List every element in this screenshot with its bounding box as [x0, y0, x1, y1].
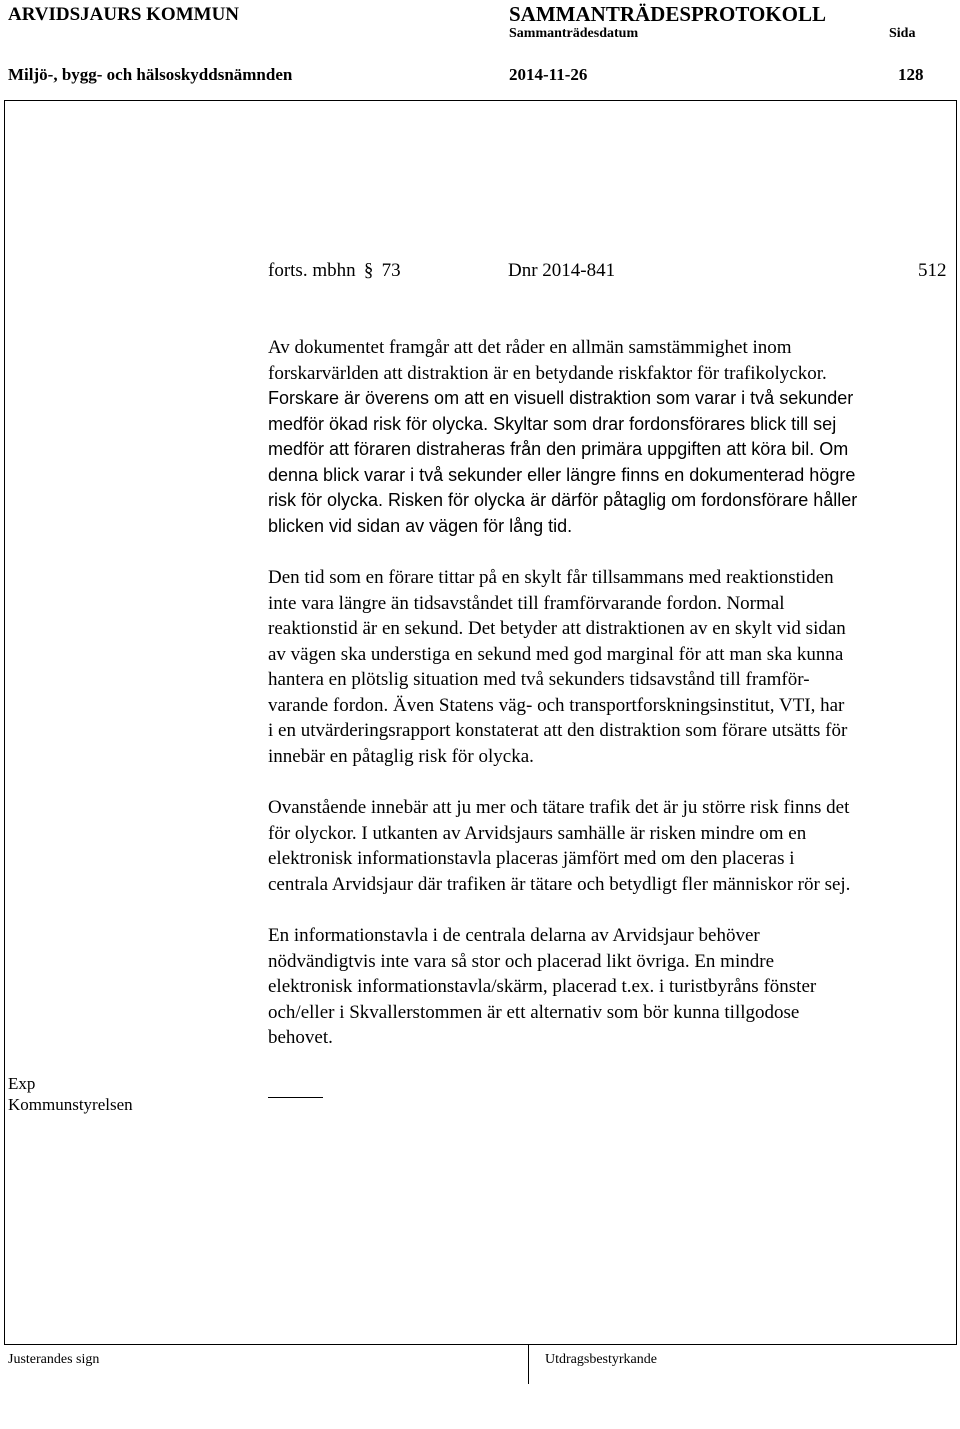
- dispatch-label: Exp: [8, 1074, 36, 1093]
- paragraph-line: centrala Arvidsjaur där trafiken är tätare och betydligt fler människor rör sej.: [268, 873, 851, 895]
- paragraph-line: Ovanstående innebär att ju mer och tätare trafik det är ju större risk finns det: [268, 797, 850, 818]
- meeting-date-label: Sammanträdesdatum: [509, 26, 639, 41]
- page-number: 128: [898, 65, 924, 84]
- paragraph-line: innebär en påtaglig risk för olycka.: [268, 745, 534, 767]
- paragraph-research-consensus: [268, 335, 958, 539]
- document-type: SAMMANTRÄDESPROTOKOLL: [509, 2, 826, 26]
- paragraph-line: nödvändigtvis inte vara så stor och placerad likt övriga. En mindre: [268, 950, 774, 972]
- committee-name: Miljö-, bygg- och hälsoskyddsnämnden: [8, 65, 293, 84]
- frame-left-border: [4, 100, 5, 1345]
- paragraph-line: varande fordon. Även Statens väg- och transportforskningsinstitut, VTI, har: [268, 694, 845, 716]
- paragraph-line: elektronisk informationstavla placeras jämfört med om den placeras i: [268, 848, 795, 869]
- paragraph-line: medför ökad risk för olycka. Skyltar som drar fordonsförares blick till sej: [268, 413, 837, 434]
- paragraph-line: blicken vid sidan av vägen för lång tid.: [268, 515, 573, 536]
- paragraph-line: Forskare är överens om att en visuell distraktion som varar i två sekunder: [268, 388, 854, 408]
- section-sign-icon: §: [363, 260, 374, 281]
- paragraph-line: och/eller i Skvallerstommen är ett alternativ som bör kunna tillgodose: [268, 1001, 800, 1023]
- paragraph-line: för olyckor. I utkanten av Arvidsjaurs samhälle är risken mindre om en: [268, 822, 807, 844]
- paragraph-line: Den tid som en förare tittar på en skylt får tillsammans med reaktionstiden: [268, 567, 834, 588]
- paragraph-line: inte vara längre än tidsavståndet till framförvarande fordon. Normal: [268, 592, 785, 614]
- paragraph-line: forskarvärlden att distraktion är en betydande riskfaktor för trafikolyckor.: [268, 362, 827, 384]
- paragraph-line: denna blick varar i två sekunder eller längre finns en dokumenterad högre: [268, 464, 856, 485]
- meeting-date: 2014-11-26: [509, 65, 588, 84]
- section-number: 73: [381, 260, 401, 281]
- dispatch-recipient: Kommunstyrelsen: [8, 1095, 133, 1114]
- dispatch-block: [8, 1073, 133, 1115]
- reference-prefix: forts. mbhn: [268, 260, 356, 281]
- footer-divider: [528, 1344, 529, 1384]
- paragraph-line: av vägen ska understiga en sekund med god marginal för att man ska kunna: [268, 643, 844, 665]
- paragraph-reaction-time: [268, 565, 958, 769]
- extract-certification-label: Utdragsbestyrkande: [545, 1352, 657, 1367]
- paragraph-line: reaktionstid är en sekund. Det betyder att distraktionen av en skylt vid sidan: [268, 618, 846, 639]
- frame-bottom-border: [4, 1344, 957, 1345]
- paragraph-line: i en utvärderingsrapport konstaterat att den distraktion som förare utsätts för: [268, 720, 848, 741]
- justification-signature-label: Justerandes sign: [8, 1352, 100, 1367]
- paragraph-line: hantera en plötslig situation med två sekunders tidsavstånd till framför-: [268, 669, 810, 690]
- paragraph-traffic-density: [268, 795, 958, 897]
- section-reference: [268, 260, 401, 282]
- case-number: 512: [918, 260, 947, 281]
- paragraph-line: En informationstavla i de centrala delarna av Arvidsjaur behöver: [268, 925, 760, 946]
- frame-top-border: [4, 100, 957, 101]
- paragraph-line: elektronisk informationstavla/skärm, placerad t.ex. i turistbyråns fönster: [268, 976, 817, 997]
- paragraph-line: medför att föraren distraheras från den primära uppgiften att köra bil. Om: [268, 439, 849, 459]
- page-label: Sida: [889, 26, 916, 41]
- diary-number: Dnr 2014-841: [508, 260, 616, 281]
- organization-name: ARVIDSJAURS KOMMUN: [8, 4, 240, 25]
- end-rule: [268, 1097, 323, 1098]
- paragraph-line: risk för olycka. Risken för olycka är därför påtaglig om fordonsförare håller: [268, 490, 858, 510]
- paragraph-smaller-sign: [268, 923, 958, 1051]
- paragraph-line: behovet.: [268, 1027, 333, 1048]
- paragraph-line: Av dokumentet framgår att det råder en allmän samstämmighet inom: [268, 337, 792, 358]
